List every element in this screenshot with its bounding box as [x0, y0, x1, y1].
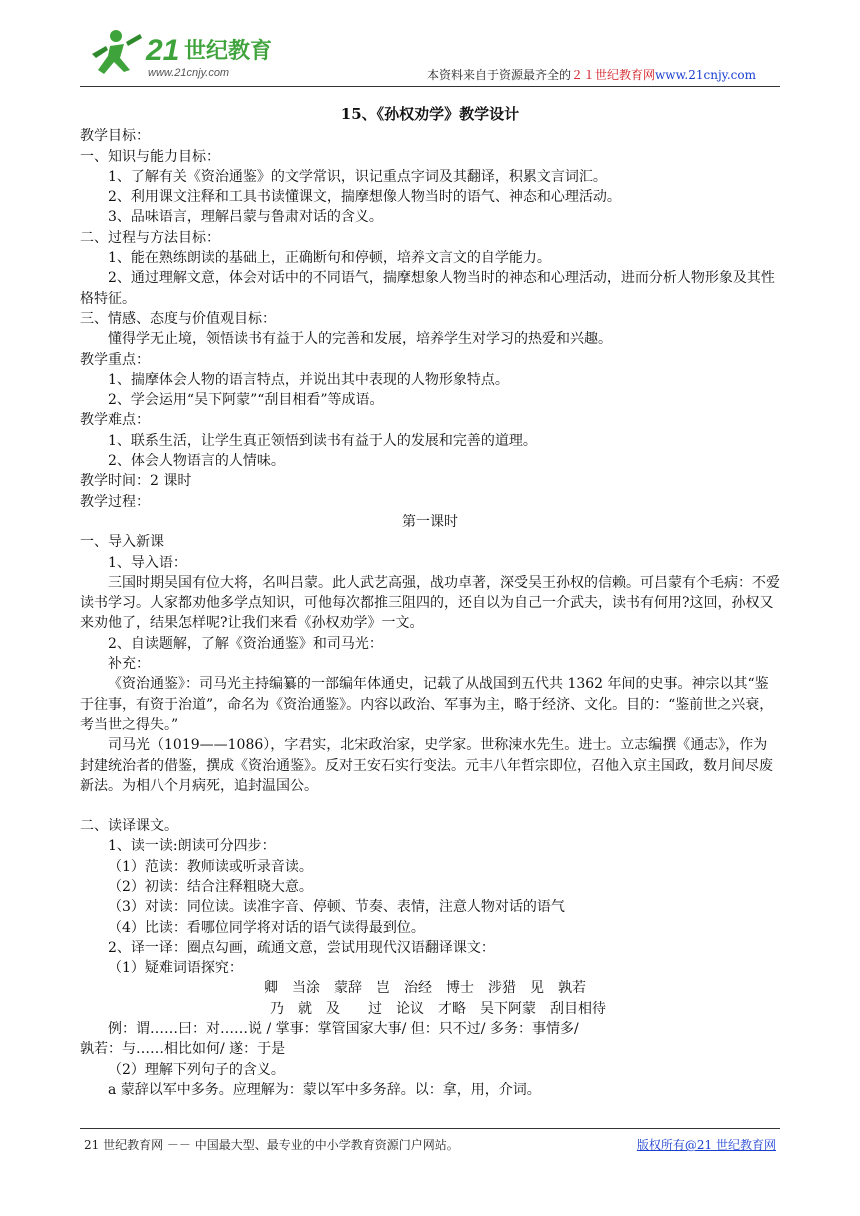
text-line: 教学目标：	[80, 128, 150, 145]
text-line: （2）初读：结合注释粗晓大意。	[108, 878, 313, 895]
text-line: 懂得学无止境，领悟读书有益于人的完善和发展，培养学生对学习的热爱和兴趣。	[108, 331, 612, 348]
header-source-note	[427, 66, 756, 83]
text-line: 二、读译课文。	[80, 818, 178, 835]
text-line: 教学难点：	[80, 412, 150, 429]
footer-text: 21 世纪教育网 －－ 中国最大型、最专业的中小学教育资源门户网站。	[84, 1138, 459, 1152]
text-line: 一、导入新课	[80, 534, 164, 551]
footer-divider	[80, 1128, 780, 1129]
text-line: 补充：	[108, 656, 150, 673]
page-header	[0, 0, 860, 92]
text-line: 例：谓……曰：对……说 / 掌事：掌管国家大事/ 但：只不过/ 多务：事情多/	[108, 1021, 579, 1038]
footer-copyright-link[interactable]: 版权所有@21 世纪教育网	[636, 1138, 776, 1152]
text-line: 2、译一译：圈点勾画，疏通文意，尝试用现代汉语翻译课文：	[108, 939, 495, 956]
text-line: 《资治通鉴》：司马光主持编纂的一部编年体通史，记载了从战国到五代共 1362 年间的史事。神宗以其“鉴于往事，有资于治道”，命名为《资治通鉴》。内容以政治、军事为主，略于经济、文化。目的：“鉴前世之兴衰，考当世之得失。”	[80, 676, 774, 733]
header-note-site: ２１世纪教育网	[571, 68, 656, 82]
text-line: 孰若：与……相比如何/ 遂：于是	[80, 1041, 286, 1058]
svg-text:世纪教育: 世纪教育	[184, 39, 273, 64]
text-line: a 蒙辞以军中多务。应理解为：蒙以军中多务辞。以：拿，用，介词。	[108, 1081, 541, 1098]
text-line: 1、联系生活，让学生真正领悟到读书有益于人的发展和完善的道理。	[108, 432, 537, 449]
text-line: 1、揣摩体会人物的语言特点，并说出其中表现的人物形象特点。	[108, 371, 509, 388]
text-line: 二、过程与方法目标：	[80, 229, 220, 246]
blank-line	[80, 796, 780, 816]
text-line: 三国时期吴国有位大将，名叫吕蒙。此人武艺高强，战功卓著，深受吴王孙权的信赖。可吕蒙有个毛病：不爱读书学习。人家都劝他多学点知识，可他每次都推三阻四的，还自以为自己一介武夫，读书有何用?这回，孙权又来劝他了，结果怎样呢?让我们来看《孙权劝学》一文。	[80, 574, 780, 632]
document-body	[80, 104, 780, 1100]
text-line: 1、导入语：	[108, 554, 187, 571]
text-line: （1）范读：教师读或听录音读。	[108, 858, 313, 875]
text-line: 一、知识与能力目标：	[80, 148, 220, 165]
text-line: 教学时间：2 课时	[80, 473, 192, 490]
text-line: 教学重点：	[80, 351, 150, 368]
header-note-prefix: 本资料来自于资源最齐全的	[427, 68, 572, 82]
text-line: 2、学会运用“吴下阿蒙”“刮目相看”等成语。	[108, 392, 384, 409]
text-line: 教学过程：	[80, 493, 150, 510]
text-line: （3）对读：同位读。读准字音、停顿、节奏、表情，注意人物对话的语气	[108, 899, 565, 916]
text-line: （4）比读：看哪位同学将对话的语气读得最到位。	[108, 919, 425, 936]
text-line: 1、能在熟练朗读的基础上，正确断句和停顿，培养文言文的自学能力。	[108, 250, 551, 267]
text-line: 3、品味语言，理解吕蒙与鲁肃对话的含义。	[108, 209, 383, 226]
document-title: 15、《孙权劝学》教学设计	[340, 105, 520, 123]
header-note-url[interactable]: www.21cnjy.com	[655, 68, 756, 82]
text-line: 第一课时	[402, 513, 458, 530]
text-line: 三、情感、态度与价值观目标：	[80, 310, 276, 327]
text-line: 1、读一读:朗读可分四步：	[108, 838, 276, 855]
text-line: 司马光（1019——1086），字君实，北宋政治家，史学家。世称涑水先生。进士。立志编撰《通志》，作为封建统治者的借鉴，撰成《资治通鉴》。反对王安石实行变法。元丰八年哲宗即位，召他入京主国政，数月间尽废新法。为相八个月病死，追封温国公。	[80, 737, 773, 794]
header-divider	[80, 86, 780, 87]
text-line: 乃 就 及 过 论议 才略 吴下阿蒙 刮目相待	[270, 1000, 606, 1017]
text-line: 1、了解有关《资治通鉴》的文学常识，识记重点字词及其翻译，积累文言词汇。	[108, 168, 607, 185]
document-lines	[80, 126, 780, 1100]
site-logo	[90, 24, 290, 84]
text-line: 2、体会人物语言的人情味。	[108, 453, 285, 470]
svg-text:21: 21	[146, 34, 180, 67]
text-line: （1）疑难词语探究：	[108, 960, 243, 977]
text-line: 2、利用课文注释和工具书读懂课文，揣摩想像人物当时的语气、神态和心理活动。	[108, 189, 621, 206]
text-line: 卿 当涂 蒙辞 岂 治经 博士 涉猎 见 孰若	[264, 980, 586, 997]
text-line: 2、通过理解文意，体会对话中的不同语气，揣摩想象人物当时的神态和心理活动，进而分析人物形象及其性格特征。	[80, 270, 775, 307]
text-line: （2）理解下列句子的含义。	[108, 1061, 285, 1078]
svg-text:www.21cnjy.com: www.21cnjy.com	[148, 67, 230, 79]
text-line: 2、自读题解，了解《资治通鉴》和司马光：	[108, 635, 383, 652]
